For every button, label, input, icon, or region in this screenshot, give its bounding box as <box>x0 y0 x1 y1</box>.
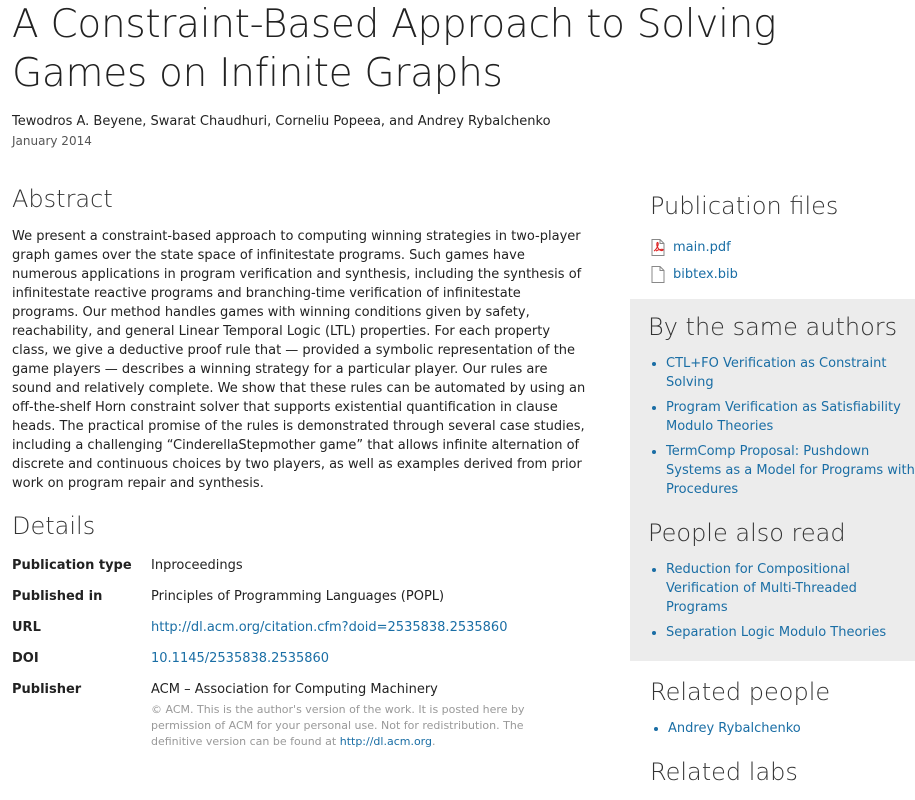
copyright-notice: © ACM. This is the author's version of the work. It is posted here by permission of ACM for your personal use. Not for redistribution. The definitive version can be found at http://dl.acm.org. <box>151 703 525 748</box>
list-item <box>666 398 915 436</box>
list-item <box>666 623 915 642</box>
details-value: Inproceedings <box>151 558 243 573</box>
list-item <box>666 354 915 392</box>
same-author-link[interactable]: CTL+FO Verification as Constraint Solving <box>666 356 887 390</box>
same-author-link[interactable]: Program Verification as Satisfiability Modulo Theories <box>666 400 901 434</box>
list-item <box>668 719 915 738</box>
details-heading: Details <box>12 512 96 540</box>
details-row-type <box>12 558 602 589</box>
related-person-link[interactable]: Andrey Rybalchenko <box>668 721 801 736</box>
list-item <box>666 442 915 499</box>
related-people-heading: Related people <box>650 678 831 706</box>
details-row-published-in <box>12 589 602 620</box>
author-list: Tewodros A. Beyene, Swarat Chaudhuri, Corneliu Popeea, and Andrey Rybalchenko <box>12 114 551 129</box>
also-read-link[interactable]: Separation Logic Modulo Theories <box>666 625 887 640</box>
list-item <box>666 560 915 617</box>
related-people-list <box>650 719 915 744</box>
same-author-link[interactable]: TermComp Proposal: Pushdown Systems as a Model for Programs with Procedures <box>666 444 915 497</box>
publication-files-heading: Publication files <box>650 192 839 220</box>
acm-dl-link[interactable]: http://dl.acm.org <box>339 735 432 748</box>
file-item-pdf <box>650 234 738 261</box>
details-row-doi <box>12 651 602 682</box>
file-icon <box>650 266 666 283</box>
abstract-heading: Abstract <box>12 185 113 213</box>
details-label: DOI <box>12 651 39 666</box>
publication-files-list <box>650 234 738 288</box>
related-labs-heading: Related labs <box>650 758 798 786</box>
details-value: Principles of Programming Languages (POPL) <box>151 589 445 604</box>
url-link[interactable]: http://dl.acm.org/citation.cfm?doid=2535838.2535860 <box>151 620 508 635</box>
details-table <box>12 558 602 750</box>
details-row-url <box>12 620 602 651</box>
details-value: ACM – Association for Computing Machinery <box>151 682 438 697</box>
details-label: URL <box>12 620 41 635</box>
details-label: Publication type <box>12 558 132 573</box>
details-row-notice <box>12 703 602 750</box>
also-read-list <box>648 560 915 648</box>
also-read-link[interactable]: Reduction for Compositional Verification of Multi-Threaded Programs <box>666 562 857 615</box>
publication-date: January 2014 <box>12 134 92 148</box>
details-label: Publisher <box>12 682 82 697</box>
same-authors-list <box>648 354 915 505</box>
doi-link[interactable]: 10.1145/2535838.2535860 <box>151 651 330 666</box>
bibtex-link[interactable]: bibtex.bib <box>673 267 738 282</box>
people-also-read-heading: People also read <box>648 519 846 547</box>
details-label: Published in <box>12 589 103 604</box>
page-title: A Constraint-Based Approach to Solving Games on Infinite Graphs <box>12 2 777 96</box>
pdf-icon <box>650 239 666 256</box>
file-item-bib <box>650 261 738 288</box>
same-authors-heading: By the same authors <box>648 313 898 341</box>
abstract-text: We present a constraint-based approach to computing winning strategies in two-player graph games over the state space of infinitestate programs. Such games have numerous applications in program verification and synthesis, including the synthesis of infinitestate reactive programs and branching-time verification of infinitestate programs. Our method handles games with winning conditions given by safety, reachability, and general Linear Temporal Logic (LTL) properties. For each property class, we give a deductive proof rule that — provided a symbolic representation of the game players — describes a winning strategy for a particular player. Our rules are sound and relatively complete. We show that these rules can be automated by using an off-the-shelf Horn constraint solver that supports existential quantification in clause heads. The practical promise of the rules is demonstrated through several case studies, including a challenging “CinderellaStepmother game” that allows infinite alternation of discrete and continuous choices by two players, as well as examples derived from prior work on program repair and synthesis. <box>12 229 586 491</box>
main-pdf-link[interactable]: main.pdf <box>673 240 731 255</box>
